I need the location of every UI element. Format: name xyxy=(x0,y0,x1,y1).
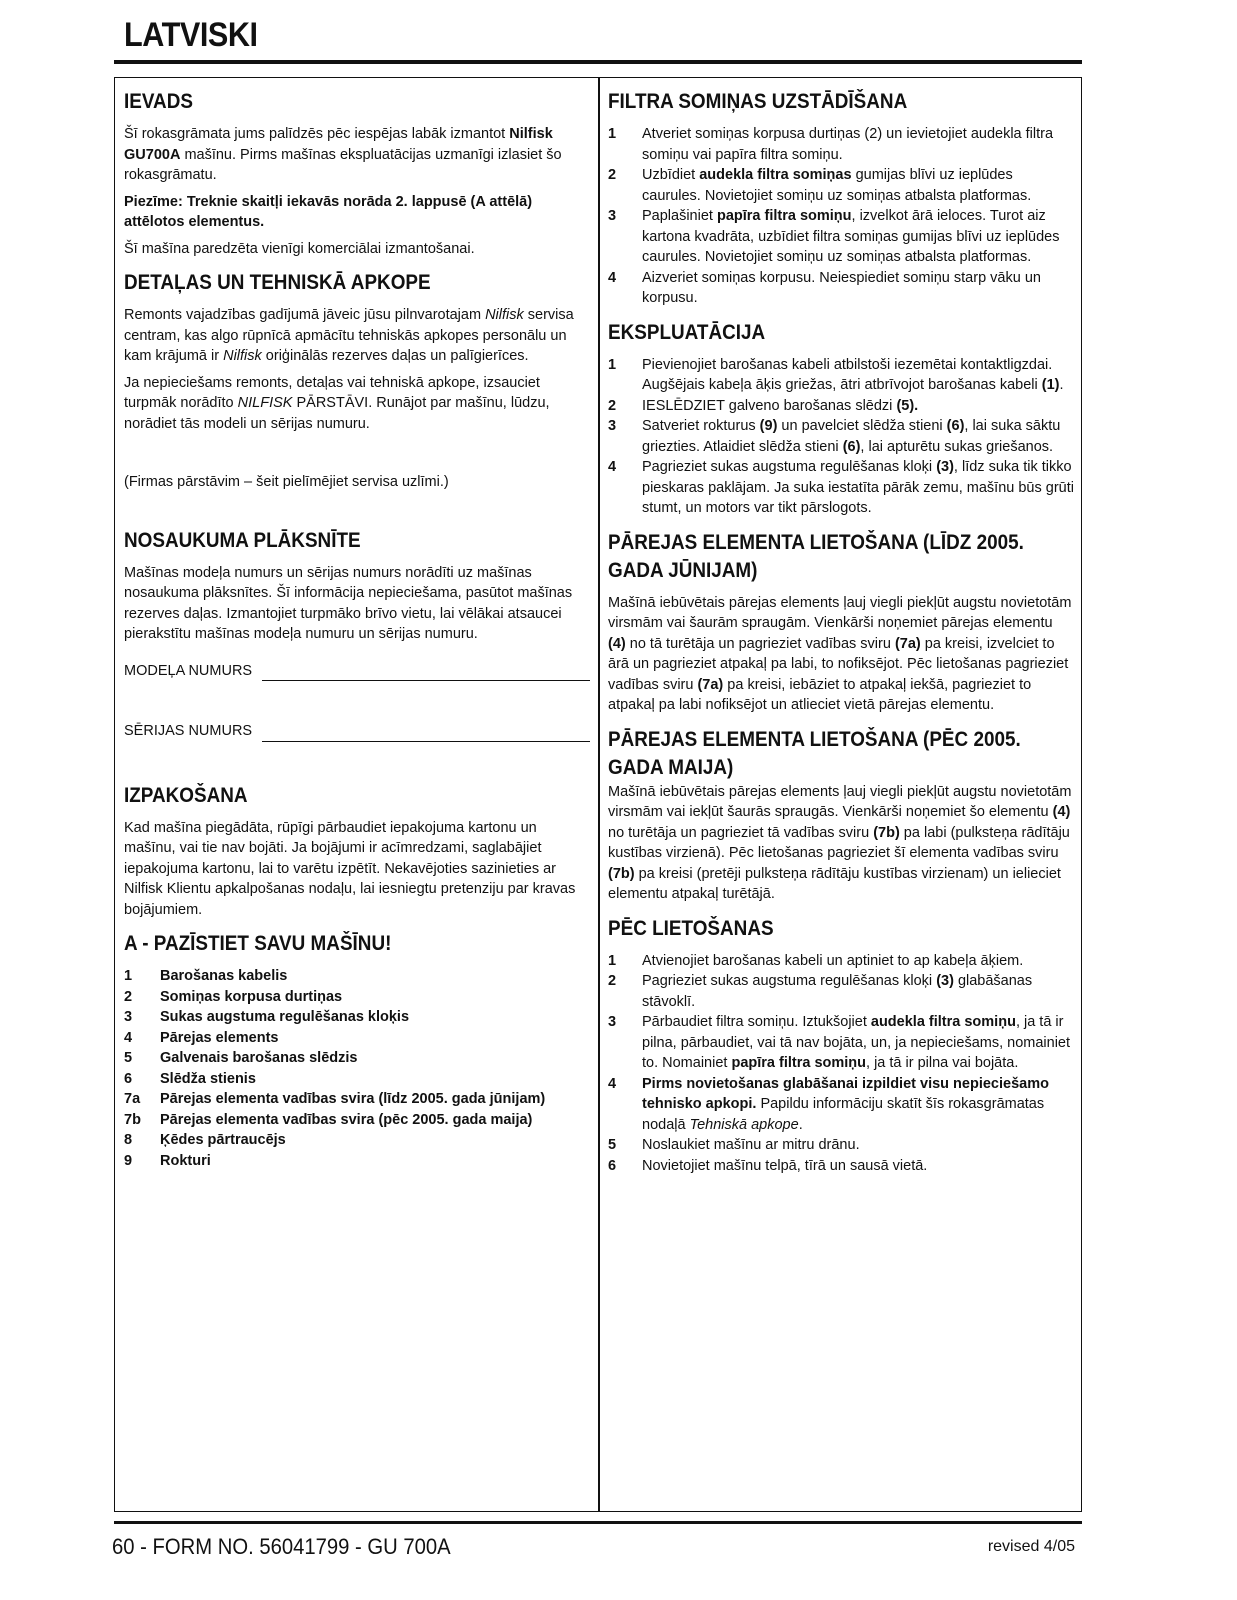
list-item: 2 Uzbīdiet audekla filtra somiņas gumijas blīvi uz ieplūdes caurules. Novietojiet somiņu uz somiņas atbalsta platformas. xyxy=(608,167,1032,204)
serial-number-field[interactable] xyxy=(124,721,590,742)
left-column xyxy=(124,88,590,1181)
list-item: 4 Aizveriet somiņas korpusu. Neiespiediet somiņu starp vāku un korpusu. xyxy=(608,269,1041,306)
paragraph: Mašīnā iebūvētais pārejas elements ļauj viegli piekļūt augstu novietotām virsmām vai šaurām spraugām. Vienkārši noņemiet pārejas elementu (4) no tā turētāja un pagrieziet vadības sviru (7a) pa kreisi, izvelciet to ārā un pagrieziet atpakaļ pa labi, to nofiksējot. Pēc lietošanas pagrieziet vadības sviru (7a) pa kreisi, iebāziet to atpakaļ iekšā, pagrieziet to atpakaļ pa labi nofiksējot un atlieciet vietā pārejas elementu. xyxy=(608,594,1072,713)
list-item: 6 Slēdža stienis xyxy=(124,1070,256,1087)
list-item: 1 Pievienojiet barošanas kabeli atbilstoši iezemētai kontaktligzdai. Augšējais kabeļa āķis griežas, ātri atbrīvojot barošanas kabeli (1). xyxy=(608,356,1064,393)
list-item: 8 Ķēdes pārtraucējs xyxy=(124,1132,286,1148)
paragraph: Kad mašīna piegādāta, rūpīgi pārbaudiet iepakojuma kartonu un mašīnu, vai tie nav bojāti. Ja bojājumi ir acīmredzami, saglabājiet iepakojuma kartonu, lai to varētu izpētīt. Nekavējoties sazinieties ar Nilfisk Klientu apkalpošanas nodaļu, lai iesniegtu pretenziju par kravas bojājumiem. xyxy=(124,819,576,918)
section-ievads xyxy=(124,88,590,259)
list-item: 2 Pagrieziet sukas augstuma regulēšanas kloķi (3) glabāšanas stāvoklī. xyxy=(608,973,1033,1010)
section-title: A - PAZĪSTIET SAVU MAŠĪNU! xyxy=(124,932,392,955)
parts-list xyxy=(124,966,590,1171)
list-item: 2 IESLĒDZIET galveno barošanas slēdzi (5). xyxy=(608,397,919,414)
section-plaksnite xyxy=(124,527,590,742)
footer-revision: revised 4/05 xyxy=(987,1538,1075,1555)
section-pareja-2 xyxy=(608,726,1074,905)
section-detalas xyxy=(124,269,590,493)
section-ekspluatacija xyxy=(608,319,1074,519)
steps-list xyxy=(608,124,1074,309)
section-title: PĒC LIETOŠANAS xyxy=(608,916,774,940)
list-item: 1 Atvienojiet barošanas kabeli un aptiniet to ap kabeļa āķiem. xyxy=(608,952,1024,969)
serial-number-label: SĒRIJAS NUMURS xyxy=(124,723,253,739)
list-item: 4 Pārejas elements xyxy=(124,1029,279,1046)
list-item: 7b Pārejas elementa vadības svira (pēc 2005. gada maija) xyxy=(124,1111,533,1128)
list-item: 3 Paplašiniet papīra filtra somiņu, izvelkot ārā ieloces. Turot aiz kartona kvadrāta, uzbīdiet filtra somiņas gumijas blīvi uz ieplūdes caurules. Novietojiet somiņu uz somiņas atbalsta platformas. xyxy=(608,208,1060,265)
list-item: 3 Satveriet rokturus (9) un pavelciet slēdža stieni (6), lai suka sāktu griezties. Atlaidiet slēdža stieni (6), lai apturētu sukas griešanos. xyxy=(608,418,1061,455)
list-item: 4 Pirms novietošanas glabāšanai izpildiet visu nepieciešamo tehnisko apkopi. Papildu informāciju skatīt šīs rokasgrāmatas nodaļā Tehniskā apkope. xyxy=(608,1075,1049,1133)
serial-number-line[interactable] xyxy=(262,727,590,742)
model-number-label: MODEĻA NUMURS xyxy=(124,662,253,679)
list-item: 9 Rokturi xyxy=(124,1152,211,1169)
list-item: 4 Pagrieziet sukas augstuma regulēšanas kloķi (3), līdz suka tik tikko pieskaras paklājam. Ja suka iestatīta pārāk zemu, mašīnu būs grūti stumt, un motors var tikt pārslogots. xyxy=(608,459,1074,516)
section-title: IEVADS xyxy=(124,90,193,113)
section-title: FILTRA SOMIŅAS UZSTĀDĪŠANA xyxy=(608,90,908,113)
right-column xyxy=(608,88,1074,1186)
section-title: PĀREJAS ELEMENTA LIETOŠANA (PĒC 2005. GADA MAIJA) xyxy=(608,727,1021,779)
section-filtrs xyxy=(608,88,1074,309)
sticker-note: (Firmas pārstāvim – šeit pielīmējiet servisa uzlīmi.) xyxy=(124,474,449,490)
footer-form-number: 60 - FORM NO. 56041799 - GU 700A xyxy=(112,1534,451,1559)
section-title: IZPAKOŠANA xyxy=(124,783,248,807)
section-title: NOSAUKUMA PLĀKSNĪTE xyxy=(124,528,361,552)
list-item: 5 Galvenais barošanas slēdzis xyxy=(124,1050,358,1066)
list-item: 1 Barošanas kabelis xyxy=(124,968,288,984)
bottom-rule xyxy=(114,1521,1082,1524)
list-item: 6 Novietojiet mašīnu telpā, tīrā un sausā vietā. xyxy=(608,1157,928,1174)
paragraph: Ja nepieciešams remonts, detaļas vai tehniskā apkope, izsauciet turpmāk norādīto NILFISK PĀRSTĀVI. Runājot par mašīnu, lūdzu, norādiet tās modeli un sērijas numuru. xyxy=(124,374,550,432)
list-item: 5 Noslaukiet mašīnu ar mitru drānu. xyxy=(608,1137,860,1153)
column-divider xyxy=(598,77,600,1512)
section-pec xyxy=(608,915,1074,1177)
section-izpakosana xyxy=(124,782,590,921)
paragraph: Šī rokasgrāmata jums palīdzēs pēc iespējas labāk izmantot Nilfisk GU700A mašīnu. Pirms mašīnas ekspluatācijas uzmanīgi izlasiet šo rokasgrāmatu. xyxy=(124,126,562,183)
page-title: LATVISKI xyxy=(124,16,258,54)
list-item: 1 Atveriet somiņas korpusa durtiņas (2) un ievietojiet audekla filtra somiņu vai papīra filtra somiņu. xyxy=(608,126,1054,163)
section-title: DETAĻAS UN TEHNISKĀ APKOPE xyxy=(124,271,431,294)
section-title: PĀREJAS ELEMENTA LIETOŠANA (LĪDZ 2005. GADA JŪNIJAM) xyxy=(608,530,1024,582)
section-pareja-1 xyxy=(608,529,1074,716)
steps-list xyxy=(608,355,1074,519)
paragraph: Mašīnas modeļa numurs un sērijas numurs norādīti uz mašīnas nosaukuma plāksnītes. Šī informācija nepieciešama, pasūtot mašīnas rezerves daļas. Izmantojiet turpmāko brīvo vietu, lai vēlākai atsaucei pierakstītu mašīnas modeļa numuru un sērijas numuru. xyxy=(124,564,573,642)
section-masina xyxy=(124,930,590,1171)
list-item: 3 Pārbaudiet filtra somiņu. Iztukšojiet audekla filtra somiņu, ja tā ir pilna, pārbaudiet, vai tā nav bojāta, un, ja nepieciešams, nomainiet to. Nomainiet papīra filtra somiņu, ja tā ir pilna vai bojāta. xyxy=(608,1014,1071,1071)
top-rule xyxy=(114,60,1082,64)
list-item: 2 Somiņas korpusa durtiņas xyxy=(124,988,343,1005)
model-number-field[interactable] xyxy=(124,661,590,682)
paragraph: Remonts vajadzības gadījumā jāveic jūsu pilnvarotajam Nilfisk servisa centram, kas algo rūpnīcā apmācītu tehniskās apkopes personālu un kam krājumā ir Nilfisk oriģinālās rezerves daļas un palīgierīces. xyxy=(124,307,574,364)
model-number-line[interactable] xyxy=(262,666,590,681)
paragraph: Mašīnā iebūvētais pārejas elements ļauj viegli piekļūt augstu novietotām virsmām vai iekļūt šaurās spraugās. Vienkārši noņemiet šo elementu (4) no turētāja un pagrieziet tā vadības sviru (7b) pa labi (pulksteņa rādītāju kustības virzienā). Pēc lietošanas pagrieziet šī elementa vadības sviru (7b) pa kreisi (pretēji pulksteņa rādītāju kustības virzienam) un ielieciet elementu atpakaļ turētājā. xyxy=(608,783,1072,902)
paragraph: Šī mašīna paredzēta vienīgi komerciālai izmantošanai. xyxy=(124,240,475,257)
steps-list xyxy=(608,951,1074,1177)
note: Piezīme: Treknie skaitļi iekavās norāda 2. lappusē (A attēlā) attēlotos elementus. xyxy=(124,193,533,230)
section-title: EKSPLUATĀCIJA xyxy=(608,320,766,344)
list-item: 3 Sukas augstuma regulēšanas kloķis xyxy=(124,1009,410,1025)
list-item: 7a Pārejas elementa vadības svira (līdz 2005. gada jūnijam) xyxy=(124,1091,546,1107)
